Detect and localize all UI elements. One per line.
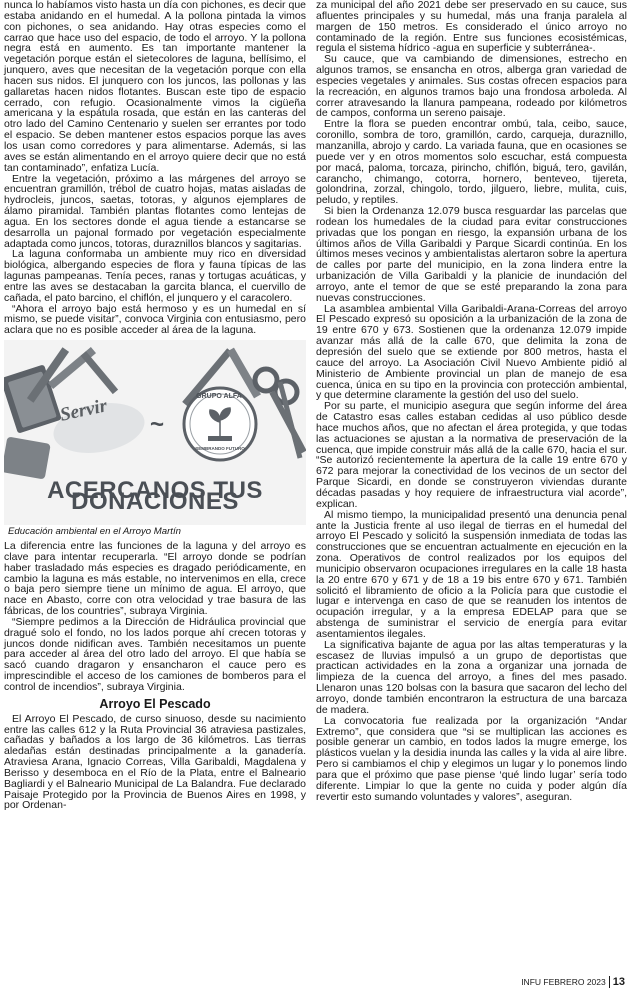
article-paragraph: La convocatoria fue realizada por la organización “Andar Extremo”, que considera que “si se multiplican las acciones es posible generar un cambio, en todos lados la mugre emerge, los plásticos vuelan y la desidia inunda las calles y la vida al aire libre. Pero si cambiamos el chip y elegimos un lugar y lo ponemos lindo para que el próximo que pase piense ‘qué lindo lugar’ sería todo diferente. Limpiar lo que la gente no cuida y poder algún día revertir esto sumando voluntades y valores”, aseguran. xyxy=(316,714,627,803)
ad-badge-bottom-text: SEMBRANDO FUTURO xyxy=(195,446,245,452)
article-paragraph: nunca lo habíamos visto hasta un día con pichones, es decir que estaba anidando en el humedal. A la pollona pintada la vimos con pichones, o sea anidando. Hay otras especies como el carrao que hace uso del espacio, de todo el arroyo. Y la pollona negra está en aumento. Es tan importante mantener la vegetación porque están el sietecolores de laguna, bellísimo, el junquero, aves que necesitan de la vegetación porque con ella hacen sus nidos. El junquero con los juncos, las pollonas y las gallaretas hacen nidos flotantes. Buscan este tipo de espacio cerrado, con refugio. Ocasionalmente vimos la cigüeña americana y la espátula rosada, que están en las canteras del otro lado del Camino Centenario y suelen ser errantes por todo el espacio. Se deben mantener estos espacios porque las aves los usan como corredores y para alimentarse. Además, si las aves se están alimentando en el arroyo quiere decir que no está tan contaminado”, enfatiza Lucía. xyxy=(4,0,306,174)
stationery-icon xyxy=(4,437,51,480)
article-paragraph: Entre la flora se pueden encontrar ombú, tala, ceibo, sauce, coronillo, sombra de toro, gramillón, cardo, carqueja, duraznillo, manzanilla, abrojo y cardo. La variada fauna, que en ocasiones se puede ver y en otros momentos solo escuchar, está compuesta por macá, paloma, torcaza, pirincho, chiflón, biguá, tero, gavilán, carancho, chimango, cotorra, hornero, benteveo, tijereta, golondrina, zorzal, chingolo, tordo, jilguero, liebre, mulita, cuis, peludo, y reptiles. xyxy=(316,118,627,207)
article-paragraph: Por su parte, el municipio asegura que según informe del área de Catastro esas calles estaban cedidas al uso público desde hace muchos años, que no afectan el área protegida, y que todas las actuaciones se ajustan a la normativa de preservación de la cuenca, que impide construir más allá de la calle 670, hacia el sur. “Se autorizó recientemente la apertura de la calle 19 entre 670 y 672 para mejorar la conectividad de los vecinos de un sector del Parque Sicardi, en donde se construyeron viviendas durante décadas pasadas y hoy requiere de infraestructura vial acorde”, explican. xyxy=(316,400,627,510)
page-footer xyxy=(521,976,625,988)
article-paragraph: La asamblea ambiental Villa Garibaldi-Arana-Correas del arroyo El Pescado expresó su oposición a la urbanización de la zona de 19 entre 670 y 673. Sostienen que la ordenanza 12.079 impide avanzar más allá de la calle 670, que delimita la zona de depresión del suelo que se extiende por 800 metros, hasta el cauce del arroyo. La Asociación Civil Nuevo Ambiente pidió al Ministerio de Ambiente provincial un plan de manejo de esa cuenca, única en su tipo en la provincia con protección ambiental, y que determine claramente la gestión del uso del suelo. xyxy=(316,302,627,402)
article-paragraph: Su cauce, que va cambiando de dimensiones, estrecho en algunos tramos, se ensancha en otros, alberga gran variedad de especies vegetales y animales. Sus costas ofrecen espacios para la recreación, en algunos tramos bajo una frondosa arboleda. Al correr atravesando la llanura pampeana, rodeado por kilómetros de campos, conforma un sereno paisaje. xyxy=(316,53,627,120)
donations-advertisement xyxy=(4,340,306,525)
article-paragraph: “Ahora el arroyo bajo está hermoso y es un humedal en sí mismo, se puede visitar”, convoca Virginia con entusiasmo, pero aclara que no es posible acceder al área de la laguna. xyxy=(4,302,306,337)
scissors-icon xyxy=(255,369,304,458)
article-paragraph: El Arroyo El Pescado, de curso sinuoso, desde su nacimiento entre las calles 612 y la Ruta Provincial 36 atraviesa pastizales, cañadas y bañados a los largo de 36 kilómetros. Las tierras aledañas están destinadas principalmente a la ganadería. Atraviesa Arana, Ignacio Correas, Villa Garibaldi, Magdalena y Berisso y desemboca en el Río de la Plata, entre el Balneario Bagliardi y el Balneario Municipal de La Balandra. Fue declarado Paisaje Protegido por la Provincia de Buenos Aires en 1998, y por Ordenan- xyxy=(4,712,306,812)
article-paragraph: Al mismo tiempo, la municipalidad presentó una denuncia penal ante la Justicia frente al uso ilegal de tierras en el humedal del arroyo El Pescado y solicitó la suspensión inmediata de todas las construcciones que se encuentran actualmente en ejecución en la zona. Operativos de control realizados por los equipos del municipio observaron ocupaciones irregulares en la calle 18 hasta la 20 entre 670 y 671 y de 18 a 19 bis entre 670 y 671. También solicitó el libramiento de oficio a la Policía para que custodie el lugar e intervenga en caso de que se reanuden los intentos de ocupación irregular, y a la empresa EDELAP para que se abstenga de suministrar el servicio de energía para evitar asentamientos ilegales. xyxy=(316,508,627,640)
article-paragraph: La diferencia entre las funciones de la laguna y del arroyo es clave para intentar recuperarla. “El arroyo donde se podrían haber trasladado más especies es dragado periódicamente, en cambio la laguna es más estable, no intervenimos en ella, crece o baja pero siempre tiene un mínimo de agua. El arroyo, que nace en Abasto, corre con otra velocidad y trae basura de las fábricas, de los countries”, subraya Virginia. xyxy=(4,540,306,618)
right-column xyxy=(316,0,627,802)
ad-badge-top-text: GRUPO ALFA xyxy=(196,393,242,401)
page-number: 13 xyxy=(609,976,625,988)
ad-servir-logo: Servir xyxy=(58,395,109,426)
article-paragraph: “Siempre pedimos a la Dirección de Hidráulica provincial que dragué solo el fondo, no los lados porque ahí crecen totoras y juncos donde nidifican aves. También necesitamos un puente para acceder al área del otro lado del arroyo. El que había se sacó cuando dragaron y ensancharon el cauce pero es imprescindible el acceso de los camiones de bomberos para el control de incendios”, subraya Virginia. xyxy=(4,615,306,693)
article-paragraph: La significativa bajante de agua por las altas temperaturas y la escasez de lluvias impulsó a un grupo de deportistas que practican actividades en la zona a organizar una jornada de limpieza de la cuenca del arroyo, a fines del mes pasado. Llenaron unas 120 bolsas con la basura que sacaron del lecho del arroyo, donde también encontraron la estructura de una barcaza de madera. xyxy=(316,638,627,716)
left-column xyxy=(4,0,306,811)
ad-title: ACERCANOS TUS DONACIONES xyxy=(47,477,263,515)
ad-separator: ~ xyxy=(150,411,165,439)
issue-label: INFU FEBRERO 2023 xyxy=(521,977,606,987)
article-paragraph: La laguna conformaba un ambiente muy rico en diversidad biológica, albergando especies de flora y fauna típicas de las lagunas pampeanas. Tenía peces, ranas y tortugas acuáticas, y entre las aves se destacaban la garcita blanca, el cuervillo de cañada, el pato barcino, el chiflón, el junquero y el caracolero. xyxy=(4,248,306,304)
article-paragraph: Si bien la Ordenanza 12.079 busca resguardar las parcelas que rodean los humedales de la ciudad para evitar construcciones privadas que los pongan en riesgo, la expansión urbana de los últimos años de Villa Garibaldi y Parque Sicardi continúa. En los últimos meses vecinos y ambientalistas alertaron sobre la apertura de calles por parte del municipio, en la zona lindera entre la urbanización de Villa Garibaldi y la planicie de inundación del arroyo, ante el temor de que se esté preparando la zona para nuevas construcciones. xyxy=(316,205,627,304)
article-paragraph: Entre la vegetación, próximo a las márgenes del arroyo se encuentran gramillón, trébol de cuatro hojas, matas aisladas de hydrocleis, juncos, saetas, totoras, y algunos ejemplares de álamo piramidal. También plantas flotantes como lentejas de agua. En los sectores donde el agua tiende a estancarse se desarrolla un pajonal formado por vegetación especialmente adaptada como juncos, totoras, duraznillos blancos y sagitarias. xyxy=(4,172,306,250)
section-subheading: Arroyo El Pescado xyxy=(99,696,211,711)
image-caption: Educación ambiental en el Arroyo Martín xyxy=(8,526,181,538)
article-paragraph: za municipal del año 2021 debe ser preservado en su cauce, sus afluentes principales y su humedal, más una franja paralela al margen de 150 metros. Es considerado el único arroyo no contaminado de la región. Entre sus funciones ecosistémicas, regula el sistema hídrico -agua en superficie y subterránea-. xyxy=(316,0,627,55)
